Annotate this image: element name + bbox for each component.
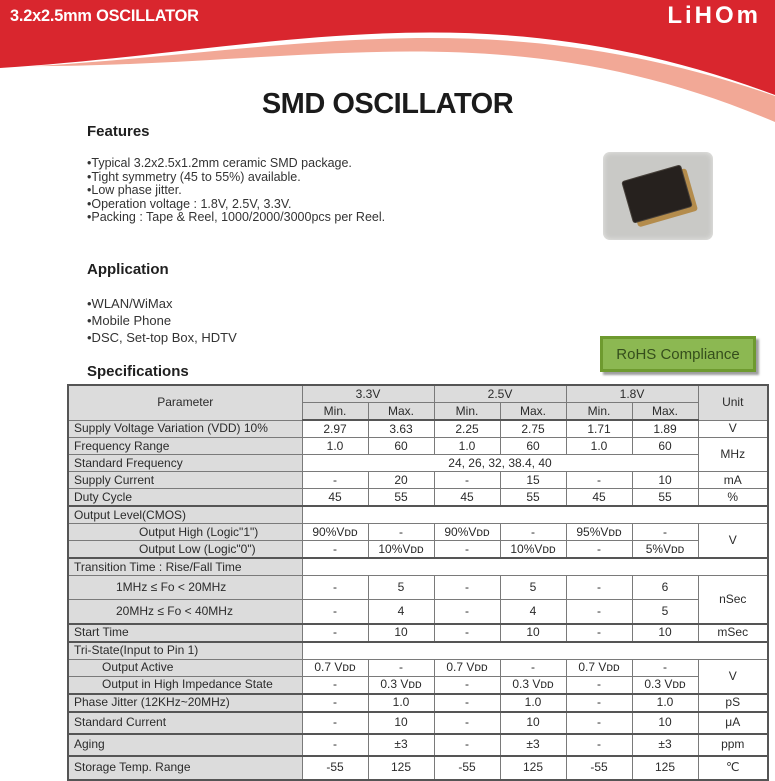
spec-value: 6: [632, 576, 698, 600]
spec-unit: MHz: [698, 438, 768, 472]
spec-row: [68, 694, 768, 712]
spec-value: -: [302, 472, 368, 489]
spec-parameter: Phase Jitter (12KHz~20MHz): [68, 694, 302, 712]
col-header-unit: Unit: [698, 385, 768, 420]
col-header-voltage: 1.8V: [566, 385, 698, 403]
spec-value: 10: [632, 624, 698, 642]
spec-value: -: [434, 600, 500, 624]
spec-parameter: Transition Time : Rise/Fall Time: [68, 558, 302, 576]
spec-value: -: [302, 600, 368, 624]
application-item: •DSC, Set-top Box, HDTV: [87, 330, 237, 345]
spec-value: 2.25: [434, 420, 500, 438]
spec-value: 10: [368, 624, 434, 642]
specifications-heading: Specifications: [87, 363, 189, 380]
feature-item: •Typical 3.2x2.5x1.2mm ceramic SMD package.: [87, 156, 352, 170]
spec-value: -: [632, 524, 698, 541]
feature-item: •Packing : Tape & Reel, 1000/2000/3000pcs per Reel.: [87, 210, 386, 224]
col-header-parameter: Parameter: [68, 385, 302, 420]
spec-value: 10: [500, 712, 566, 734]
col-header-min: Min.: [302, 403, 368, 421]
brand-logo: LiHOm: [667, 2, 761, 29]
spec-value: 60: [368, 438, 434, 455]
spec-row: [68, 506, 768, 524]
spec-value: -55: [566, 756, 632, 780]
spec-parameter: Supply Current: [68, 472, 302, 489]
spec-unit: ℃: [698, 756, 768, 780]
spec-value: 0.7 Vᴅᴅ: [566, 659, 632, 676]
spec-row: [68, 676, 768, 694]
spec-value: 5: [632, 600, 698, 624]
feature-item: •Tight symmetry (45 to 55%) available.: [87, 169, 301, 184]
spec-value: 90%Vᴅᴅ: [434, 524, 500, 541]
spec-value: -: [566, 600, 632, 624]
spec-unit: V: [698, 659, 768, 694]
spec-value: 10: [368, 712, 434, 734]
spec-row: [68, 576, 768, 600]
spec-value: 0.3 Vᴅᴅ: [368, 676, 434, 694]
spec-row: [68, 712, 768, 734]
spec-parameter: Output Active: [68, 659, 302, 676]
spec-parameter: Storage Temp. Range: [68, 756, 302, 780]
spec-row: [68, 734, 768, 756]
application-list: [87, 295, 237, 346]
spec-value: 1.0: [302, 438, 368, 455]
spec-value: -55: [302, 756, 368, 780]
application-heading: Application: [87, 261, 169, 278]
spec-value: 5: [500, 576, 566, 600]
spec-value: -: [500, 659, 566, 676]
spec-value: -: [302, 712, 368, 734]
spec-empty-span: [302, 558, 768, 576]
spec-value: -: [566, 734, 632, 756]
features-list: [87, 157, 385, 225]
spec-parameter: Tri-State(Input to Pin 1): [68, 642, 302, 660]
spec-unit: mSec: [698, 624, 768, 642]
spec-value: -: [434, 624, 500, 642]
spec-parameter: Output in High Impedance State: [68, 676, 302, 694]
spec-empty-span: [302, 642, 768, 660]
spec-row: [68, 659, 768, 676]
spec-parameter: Frequency Range: [68, 438, 302, 455]
spec-value: -: [302, 541, 368, 559]
spec-value: 60: [632, 438, 698, 455]
spec-value: -: [434, 472, 500, 489]
spec-value: 3.63: [368, 420, 434, 438]
spec-value: 10%Vᴅᴅ: [500, 541, 566, 559]
spec-row: [68, 541, 768, 559]
spec-value: 2.97: [302, 420, 368, 438]
col-header-max: Max.: [632, 403, 698, 421]
spec-row: [68, 438, 768, 455]
spec-value: 60: [500, 438, 566, 455]
spec-value: ±3: [500, 734, 566, 756]
spec-value: 55: [500, 489, 566, 507]
spec-row: [68, 455, 768, 472]
spec-value: 10: [500, 624, 566, 642]
spec-value: 1.89: [632, 420, 698, 438]
spec-row: [68, 558, 768, 576]
spec-value: -: [302, 624, 368, 642]
spec-value: 45: [302, 489, 368, 507]
spec-value: -: [302, 734, 368, 756]
spec-value: 125: [632, 756, 698, 780]
spec-row: [68, 624, 768, 642]
oscillator-chip: [621, 164, 693, 223]
spec-row: [68, 756, 768, 780]
spec-value: 45: [566, 489, 632, 507]
feature-item: •Low phase jitter.: [87, 183, 182, 197]
spec-value: 0.3 Vᴅᴅ: [632, 676, 698, 694]
spec-value: -: [302, 694, 368, 712]
spec-value: -: [434, 576, 500, 600]
spec-value: 20: [368, 472, 434, 489]
spec-parameter: Duty Cycle: [68, 489, 302, 507]
spec-value: 0.7 Vᴅᴅ: [302, 659, 368, 676]
col-header-min: Min.: [566, 403, 632, 421]
spec-unit: pS: [698, 694, 768, 712]
spec-unit: μA: [698, 712, 768, 734]
spec-value: -: [566, 624, 632, 642]
spec-value: 0.7 Vᴅᴅ: [434, 659, 500, 676]
spec-row: [68, 489, 768, 507]
spec-parameter: Start Time: [68, 624, 302, 642]
spec-value: -: [368, 524, 434, 541]
spec-parameter: Supply Voltage Variation (VDD) 10%: [68, 420, 302, 438]
features-section: [87, 123, 385, 225]
spec-value: -: [434, 712, 500, 734]
spec-value: -: [566, 576, 632, 600]
spec-unit: mA: [698, 472, 768, 489]
spec-value: 4: [500, 600, 566, 624]
spec-parameter: Output Level(CMOS): [68, 506, 302, 524]
col-header-voltage: 3.3V: [302, 385, 434, 403]
spec-parameter: Output High (Logic"1"): [68, 524, 302, 541]
col-header-max: Max.: [500, 403, 566, 421]
spec-value: -: [368, 659, 434, 676]
spec-unit: V: [698, 420, 768, 438]
spec-value: 5: [368, 576, 434, 600]
spec-value: 10%Vᴅᴅ: [368, 541, 434, 559]
spec-value: 1.0: [434, 438, 500, 455]
spec-value: 1.0: [632, 694, 698, 712]
spec-value: 55: [368, 489, 434, 507]
spec-row: [68, 524, 768, 541]
spec-value: -: [566, 694, 632, 712]
spec-value: ±3: [632, 734, 698, 756]
col-header-min: Min.: [434, 403, 500, 421]
application-item: •Mobile Phone: [87, 313, 172, 328]
spec-parameter: Standard Current: [68, 712, 302, 734]
spec-value: -: [500, 524, 566, 541]
spec-value: 1.0: [368, 694, 434, 712]
spec-value: 125: [368, 756, 434, 780]
spec-row: [68, 600, 768, 624]
spec-unit: %: [698, 489, 768, 507]
spec-value: -: [302, 676, 368, 694]
spec-value: -: [434, 734, 500, 756]
spec-row: [68, 472, 768, 489]
spec-parameter: 1MHz ≤ Fo < 20MHz: [68, 576, 302, 600]
spec-value: 90%Vᴅᴅ: [302, 524, 368, 541]
spec-value: -: [566, 472, 632, 489]
spec-value: -: [632, 659, 698, 676]
spec-value: 5%Vᴅᴅ: [632, 541, 698, 559]
spec-value: 4: [368, 600, 434, 624]
banner-product-title: 3.2x2.5mm OSCILLATOR: [10, 6, 199, 25]
features-heading: Features: [87, 123, 150, 140]
spec-value: -55: [434, 756, 500, 780]
spec-parameter: Aging: [68, 734, 302, 756]
spec-unit: nSec: [698, 576, 768, 624]
spec-parameter: 20MHz ≤ Fo < 40MHz: [68, 600, 302, 624]
spec-value: -: [434, 541, 500, 559]
rohs-badge: RoHS Compliance: [600, 336, 756, 372]
spec-empty-span: [302, 506, 768, 524]
spec-value: 1.0: [566, 438, 632, 455]
spec-parameter: Standard Frequency: [68, 455, 302, 472]
spec-table: [67, 384, 769, 781]
page-title: SMD OSCILLATOR: [261, 88, 514, 120]
spec-unit: ppm: [698, 734, 768, 756]
spec-row: [68, 420, 768, 438]
spec-value: 95%Vᴅᴅ: [566, 524, 632, 541]
spec-value: -: [566, 712, 632, 734]
spec-value: -: [434, 676, 500, 694]
spec-value: 0.3 Vᴅᴅ: [500, 676, 566, 694]
spec-parameter: Output Low (Logic"0"): [68, 541, 302, 559]
spec-value-span: 24, 26, 32, 38.4, 40: [302, 455, 698, 472]
spec-value: 10: [632, 472, 698, 489]
spec-value: 10: [632, 712, 698, 734]
col-header-max: Max.: [368, 403, 434, 421]
spec-value: ±3: [368, 734, 434, 756]
spec-row: [68, 642, 768, 660]
spec-value: -: [302, 576, 368, 600]
spec-value: 15: [500, 472, 566, 489]
spec-unit: V: [698, 524, 768, 559]
feature-item: •Operation voltage : 1.8V, 2.5V, 3.3V.: [87, 196, 292, 211]
spec-value: 125: [500, 756, 566, 780]
spec-value: 1.0: [500, 694, 566, 712]
spec-value: 55: [632, 489, 698, 507]
spec-value: 45: [434, 489, 500, 507]
product-photo: [603, 152, 713, 240]
spec-value: -: [434, 694, 500, 712]
spec-value: -: [566, 541, 632, 559]
spec-value: -: [566, 676, 632, 694]
application-item: •WLAN/WiMax: [87, 296, 173, 311]
col-header-voltage: 2.5V: [434, 385, 566, 403]
spec-value: 2.75: [500, 420, 566, 438]
spec-value: 1.71: [566, 420, 632, 438]
application-section: [87, 261, 237, 346]
